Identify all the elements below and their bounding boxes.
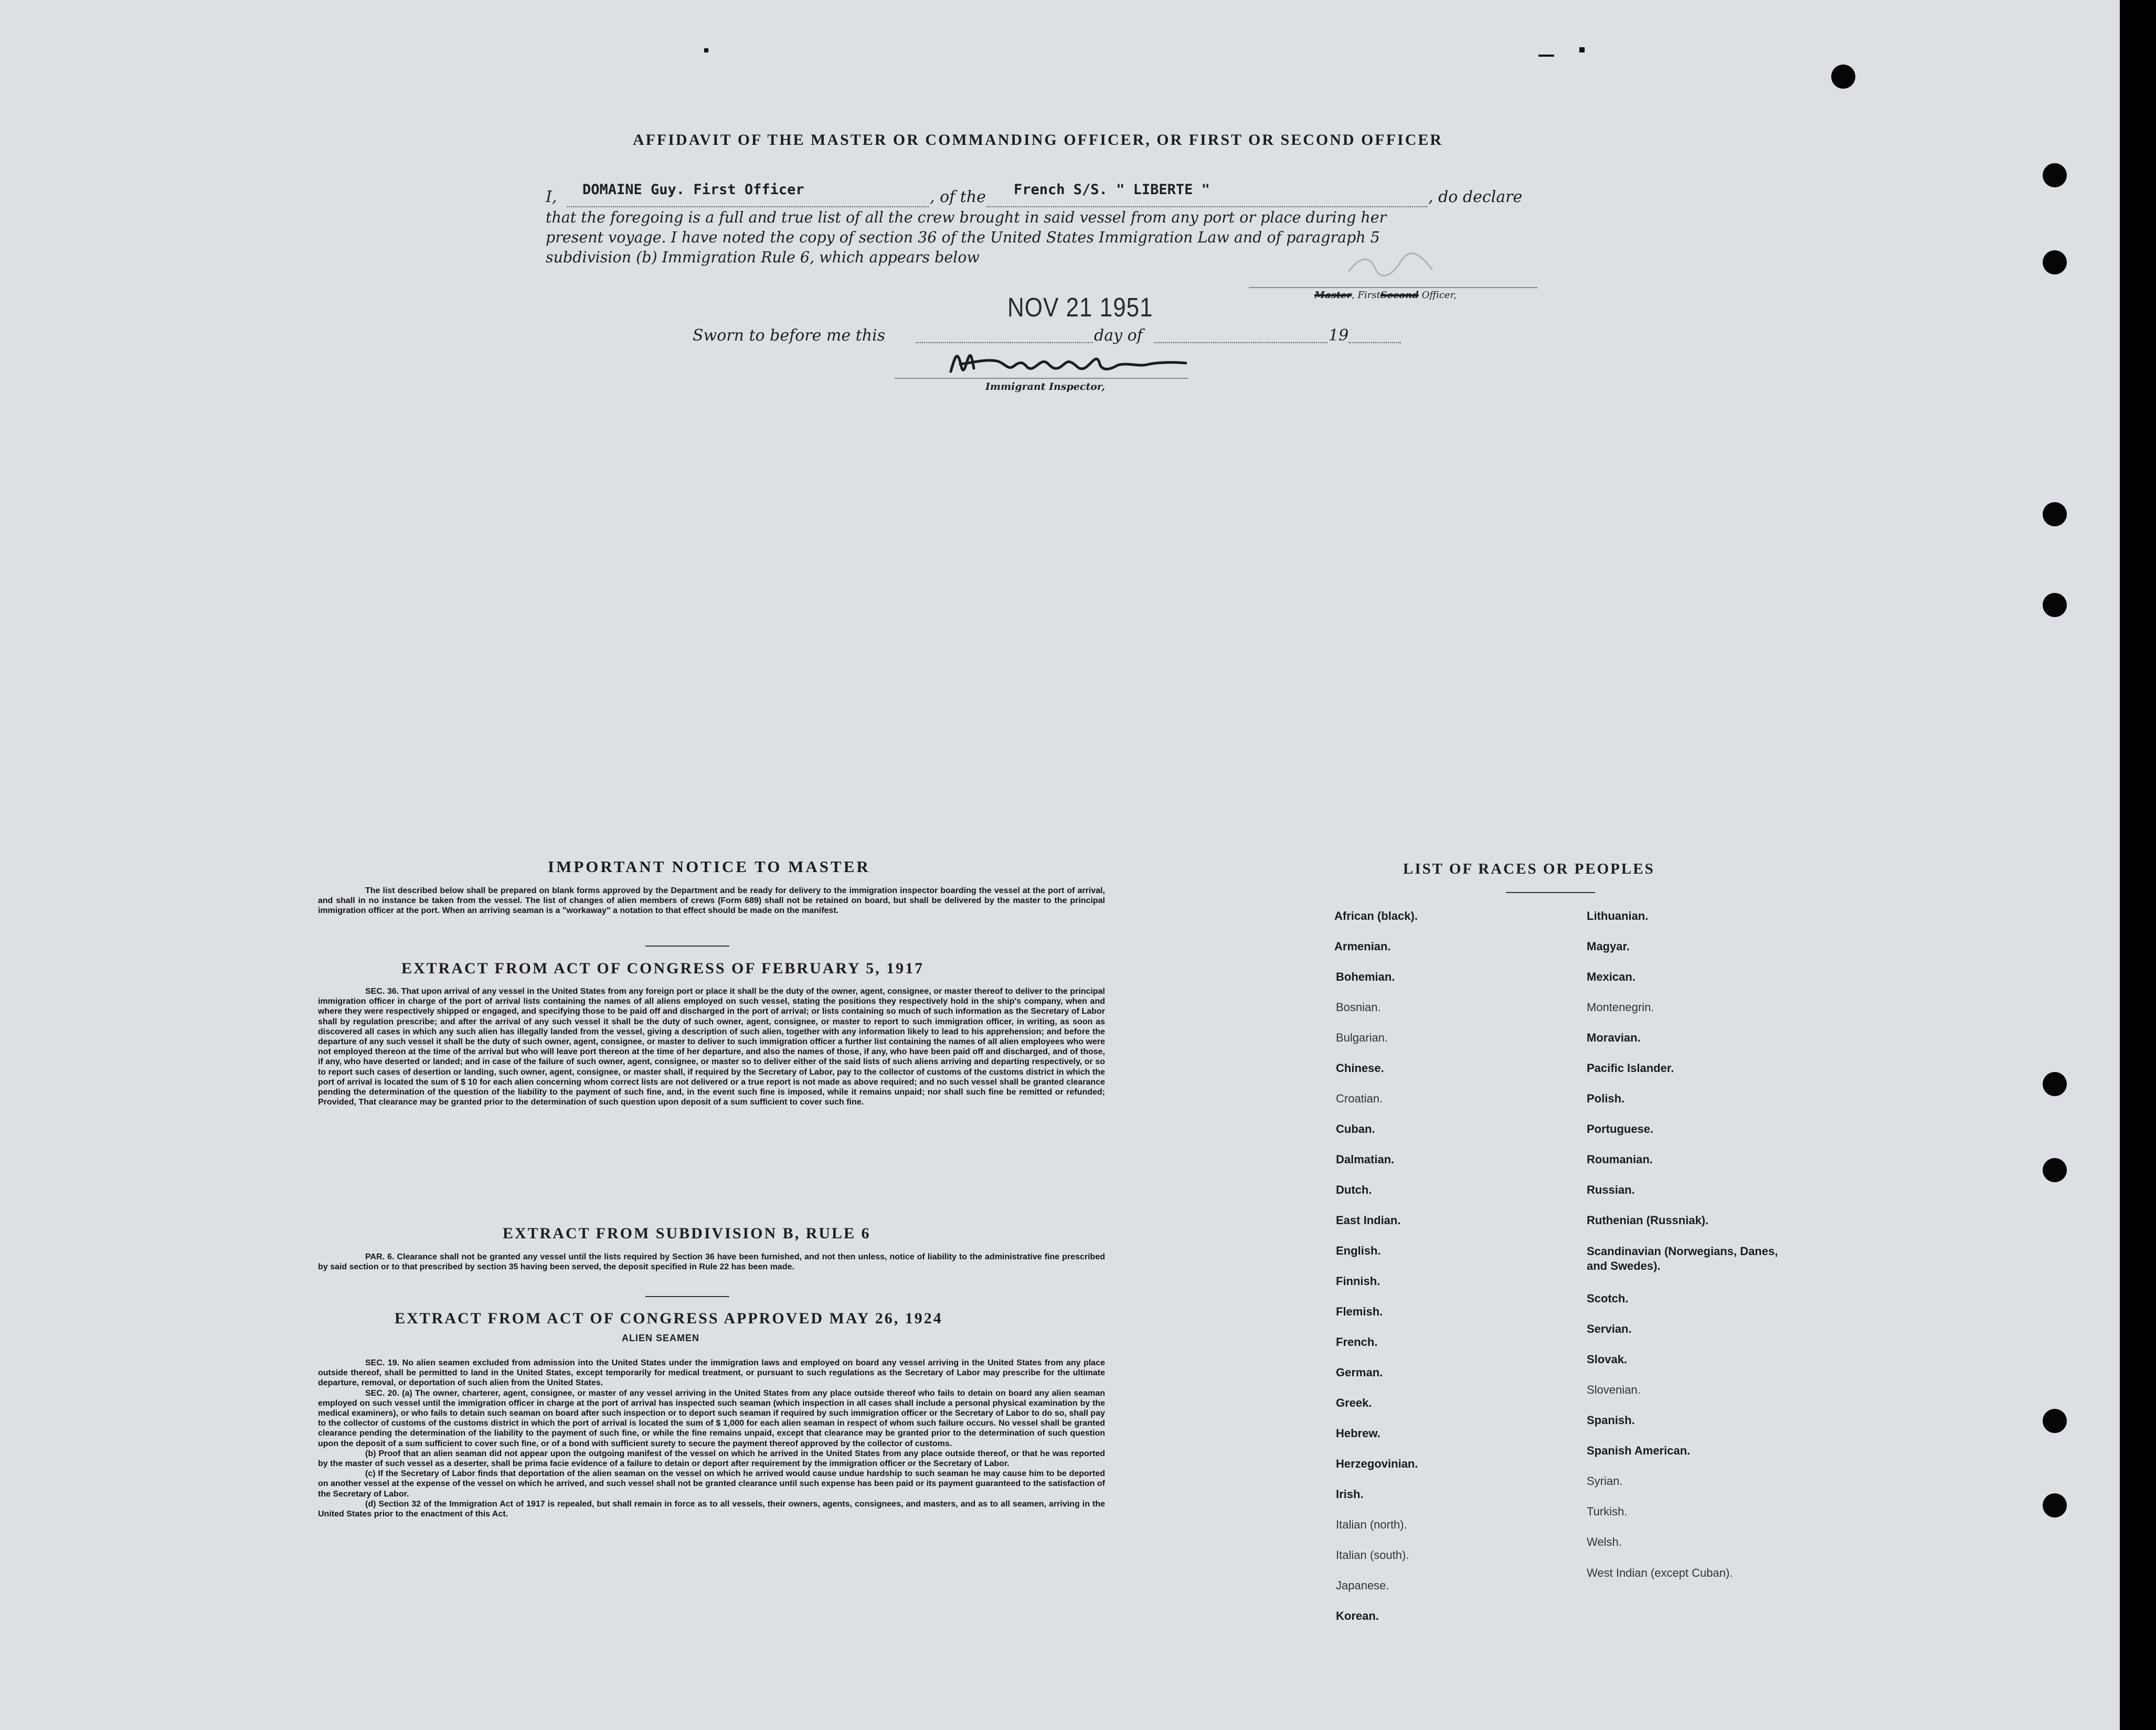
section-divider (645, 946, 729, 947)
race-item: Bohemian. (1336, 970, 1395, 983)
race-item: Hebrew. (1336, 1427, 1380, 1440)
race-item: Flemish. (1336, 1305, 1383, 1318)
sec-19-paragraph: SEC. 19. No alien seamen excluded from admission into the United States under the immigration laws and employed on board any vessel arriving in the United States from any place outside thereof, shall be permitted to land in the United States, except temporarily for medical treatment, or pursuant to such regulations as the Secretary of Labor may prescribe for the ultimate departure, removal, or deportation of such alien from the United States. (318, 1358, 1105, 1388)
race-item: Dalmatian. (1336, 1153, 1395, 1166)
race-item: Moravian. (1587, 1031, 1641, 1044)
race-item: African (black). (1334, 909, 1418, 922)
race-item: Pacific Islander. (1587, 1062, 1674, 1075)
punch-hole (2043, 502, 2067, 526)
punch-hole (2043, 250, 2067, 274)
race-item: Italian (south). (1336, 1548, 1409, 1562)
race-item: Irish. (1336, 1488, 1364, 1501)
section-divider (645, 1296, 729, 1297)
race-item: Slovenian. (1587, 1383, 1641, 1396)
race-item: Roumanian. (1587, 1153, 1653, 1166)
do-declare-label: , do declare (1428, 188, 1523, 206)
race-item: Mexican. (1587, 970, 1635, 983)
race-item: Armenian. (1334, 940, 1391, 953)
punch-hole (2043, 1072, 2067, 1096)
inspector-caption: Immigrant Inspector, (985, 381, 1106, 392)
punch-hole (2043, 1493, 2067, 1517)
affidavit-line-2: present voyage. I have noted the copy of section 36 of the United States Immigration Law and of paragraph 5 (546, 229, 1380, 246)
punch-hole (2043, 1409, 2067, 1433)
race-item: Portuguese. (1587, 1122, 1654, 1135)
officer-signature (1343, 247, 1438, 283)
race-item: Slovak. (1587, 1353, 1628, 1366)
race-item: Servian. (1587, 1322, 1632, 1335)
race-item: Magyar. (1587, 940, 1630, 953)
punch-hole (2043, 593, 2067, 617)
extract-1917-title: EXTRACT FROM ACT OF CONGRESS OF FEBRUARY 5, 1917 (401, 960, 925, 977)
officer-name-field: DOMAINE Guy. First Officer (582, 182, 804, 198)
race-item: Bulgarian. (1336, 1031, 1388, 1044)
race-item: Chinese. (1336, 1062, 1384, 1075)
officer-caption-struck-master: Master (1314, 290, 1352, 301)
race-item: Bosnian. (1336, 1001, 1381, 1014)
races-title: LIST OF RACES OR PEOPLES (1403, 861, 1655, 877)
inspector-signature-line (895, 378, 1188, 379)
race-item: Scandinavian (Norwegians, Danes, and Swedes). (1587, 1245, 1778, 1272)
race-item: Ruthenian (Russniak). (1587, 1214, 1709, 1227)
race-item: German. (1336, 1366, 1383, 1379)
extract-1924-title: EXTRACT FROM ACT OF CONGRESS APPROVED MAY 26, 1924 (395, 1310, 943, 1327)
subdivision-body (318, 1252, 1105, 1272)
subdivision-title: EXTRACT FROM SUBDIVISION B, RULE 6 (503, 1225, 871, 1242)
inspector-signature (939, 341, 1191, 383)
race-item: Japanese. (1336, 1579, 1389, 1592)
race-item: East Indian. (1336, 1214, 1401, 1227)
officer-caption-officer: Officer, (1418, 290, 1457, 301)
extract-1924-body (318, 1358, 1105, 1519)
notice-body (318, 886, 1105, 916)
year-prefix: 19 (1329, 326, 1349, 345)
extract-1917-body (318, 986, 1105, 1107)
scan-mark (1538, 55, 1554, 57)
scan-mark (1579, 47, 1585, 52)
affidavit-title: AFFIDAVIT OF THE MASTER OR COMMANDING OFFICER, OR FIRST OR SECOND OFFICER (632, 131, 1443, 148)
officer-caption (1314, 290, 1457, 301)
sec-20c-paragraph: (c) If the Secretary of Labor finds that deportation of the alien seaman on the vessel on which he arrived would cause undue hardship to such seaman he may cause him to be deported on another vessel at the expense of the vessel on which he arrived, and such vessel shall not be granted clearance until such expense has been paid or its payment guaranteed to the satisfaction of the Secretary of Labor. (318, 1469, 1105, 1499)
officer-caption-first: , First (1351, 290, 1380, 301)
sec-20b-paragraph: (b) Proof that an alien seaman did not appear upon the outgoing manifest of the vessel on which he arrived in the United States from any place outside thereof, or that he was reported by the master of such vessel as a deserter, shall be prima facie evidence of a failure to detain or deport after requirement by the immigration officer or the Secretary of Labor. (318, 1449, 1105, 1469)
year-line (1348, 342, 1401, 343)
affidavit-line-3: subdivision (b) Immigration Rule 6, which appears below (546, 249, 980, 266)
race-item: Welsh. (1587, 1535, 1622, 1548)
race-item: Dutch. (1336, 1183, 1372, 1196)
officer-signature-line (1249, 287, 1537, 288)
vessel-name-field: French S/S. " LIBERTE " (1014, 182, 1210, 198)
race-item: Syrian. (1587, 1474, 1623, 1488)
race-item: Spanish. (1587, 1414, 1635, 1427)
alien-seamen-subtitle: ALIEN SEAMEN (622, 1333, 700, 1343)
race-item: Turkish. (1587, 1505, 1628, 1518)
punch-hole (2043, 163, 2067, 187)
vessel-line (986, 206, 1427, 207)
race-item: Croatian. (1336, 1092, 1383, 1105)
race-item: Scotch. (1587, 1292, 1629, 1305)
date-stamp: NOV 21 1951 (1007, 293, 1153, 323)
race-item: Lithuanian. (1587, 909, 1649, 922)
day-of-label: day of (1094, 326, 1143, 345)
race-item: Russian. (1587, 1183, 1635, 1196)
race-item: Finnish. (1336, 1275, 1380, 1288)
race-item: Korean. (1336, 1609, 1379, 1622)
race-item: Italian (north). (1336, 1518, 1407, 1531)
race-item: Polish. (1587, 1092, 1625, 1105)
race-item: Greek. (1336, 1396, 1372, 1409)
declarant-prefix: I, (546, 188, 557, 206)
race-item: West Indian (except Cuban). (1587, 1566, 1733, 1579)
races-title-rule (1506, 892, 1595, 893)
scan-mark (704, 48, 708, 52)
punch-hole (2043, 1158, 2067, 1182)
notice-title: IMPORTANT NOTICE TO MASTER (548, 857, 870, 876)
race-item: English. (1336, 1244, 1381, 1257)
sworn-label: Sworn to before me this (693, 326, 886, 345)
race-item: French. (1336, 1335, 1378, 1349)
sec-20a-paragraph: SEC. 20. (a) The owner, charterer, agent, consignee, or master of any vessel arriving in the United States from any place outside thereof who fails to detain on board any alien seaman employed on such vessel until the immigration officer in charge at the port of arrival has inspected such seaman (which inspection in all cases shall include a personal physical examination by the medical examiners), or who fails to detain such seaman on board after such inspection or to deport such seaman if required by such immigration officer or the Secretary of Labor to do so, shall pay to the collector of customs of the customs district in which the port of arrival is located the sum of $ 1,000 for each alien seaman in respect of whom such failure occurs. No vessel shall be granted clearance pending the determination of the liability to the payment of such fine, or while the fine remains unpaid, except that clearance may be granted prior to the determination of such question upon the deposit of a sum sufficient to cover such fine, or of a bond with sufficient surety to secure the payment thereof approved by the collector of customs. (318, 1388, 1105, 1448)
race-item: Cuban. (1336, 1122, 1375, 1135)
notice-paragraph: The list described below shall be prepared on blank forms approved by the Department and be ready for delivery to the immigration inspector boarding the vessel at the port of arrival, and shall in no instance be taken from the vessel. The list of changes of alien members of crews (Form 689) shall not be retained on board, but shall be delivered by the master to the principal immigration officer at the port. When an arriving seaman is a "workaway" a notation to that effect should be made on the manifest. (318, 886, 1105, 916)
of-the-label: , of the (930, 188, 986, 206)
race-item: Spanish American. (1587, 1444, 1691, 1457)
race-item: Montenegrin. (1587, 1001, 1654, 1014)
race-item: Herzegovinian. (1336, 1457, 1418, 1470)
officer-name-line (567, 206, 929, 207)
extract-1917-paragraph: SEC. 36. That upon arrival of any vessel in the United States from any foreign port or place it shall be the duty of the owner, agent, consignee, or master thereof to deliver to the principal immigration officer in charge of the port of arrival lists containing the names of all aliens employed on such vessel, stating the positions they respectively hold in the ship's company, when and where they were respectively shipped or engaged, and specifying those to be paid off and discharged in the port of arrival; or lists containing so much of such information as the Secretary of Labor shall by regulation prescribe; and after the arrival of any such vessel it shall be the duty of such owner, agent, consignee, or master to report to such immigration officer, in writing, as soon as discovered all cases in which any such alien has illegally landed from the vessel, giving a description of such alien, together with any information likely to lead to his apprehension; and before the departure of any such vessel it shall be the duty of such owner, agent, consignee, or master to deliver to such immigration officer a further list containing the names of all alien employees who were not employed thereon at the time of the arrival but who will leave port thereon at the time of her departure, and also the names of those, if any, who have been paid off and discharged, and of those, if any, who have deserted or landed; and in case of the failure of such owner, agent, consignee, or master so to deliver either of the said lists of such aliens arriving and departing respectively, or so to report such cases of desertion or landing, such owner, agent, consignee, or master shall, if required by the Secretary of Labor, pay to the collector of customs of the customs district in which the port of arrival is located the sum of $ 10 for each alien concerning whom correct lists are not delivered or a true report is not made as above required; and no such vessel shall be granted clearance pending the determination of the question of the liability to the payment of such fine, and, in the event such fine is imposed, while it remains unpaid; nor shall such fine be remitted or refunded; Provided, That clearance may be granted prior to the determination of such question upon deposit of a sum sufficient to cover such fine. (318, 987, 1105, 1107)
affidavit-line-1: that the foregoing is a full and true list of all the crew brought in said vessel from any port or place during her (546, 209, 1387, 226)
subdivision-paragraph: PAR. 6. Clearance shall not be granted any vessel until the lists required by Section 36 have been furnished, and not then unless, notice of liability to the administrative fine prescribed by said section or to that prescribed by section 35 having been served, the deposit specified in Rule 22 has been made. (318, 1253, 1105, 1272)
sec-20d-paragraph: (d) Section 32 of the Immigration Act of 1917 is repealed, but shall remain in force as to all vessels, their owners, agents, consignees, and masters, and as to all seamen, arriving in the United States prior to the enactment of this Act. (318, 1499, 1105, 1519)
punch-hole (1831, 65, 1855, 89)
officer-caption-struck-second: Second (1380, 290, 1419, 301)
